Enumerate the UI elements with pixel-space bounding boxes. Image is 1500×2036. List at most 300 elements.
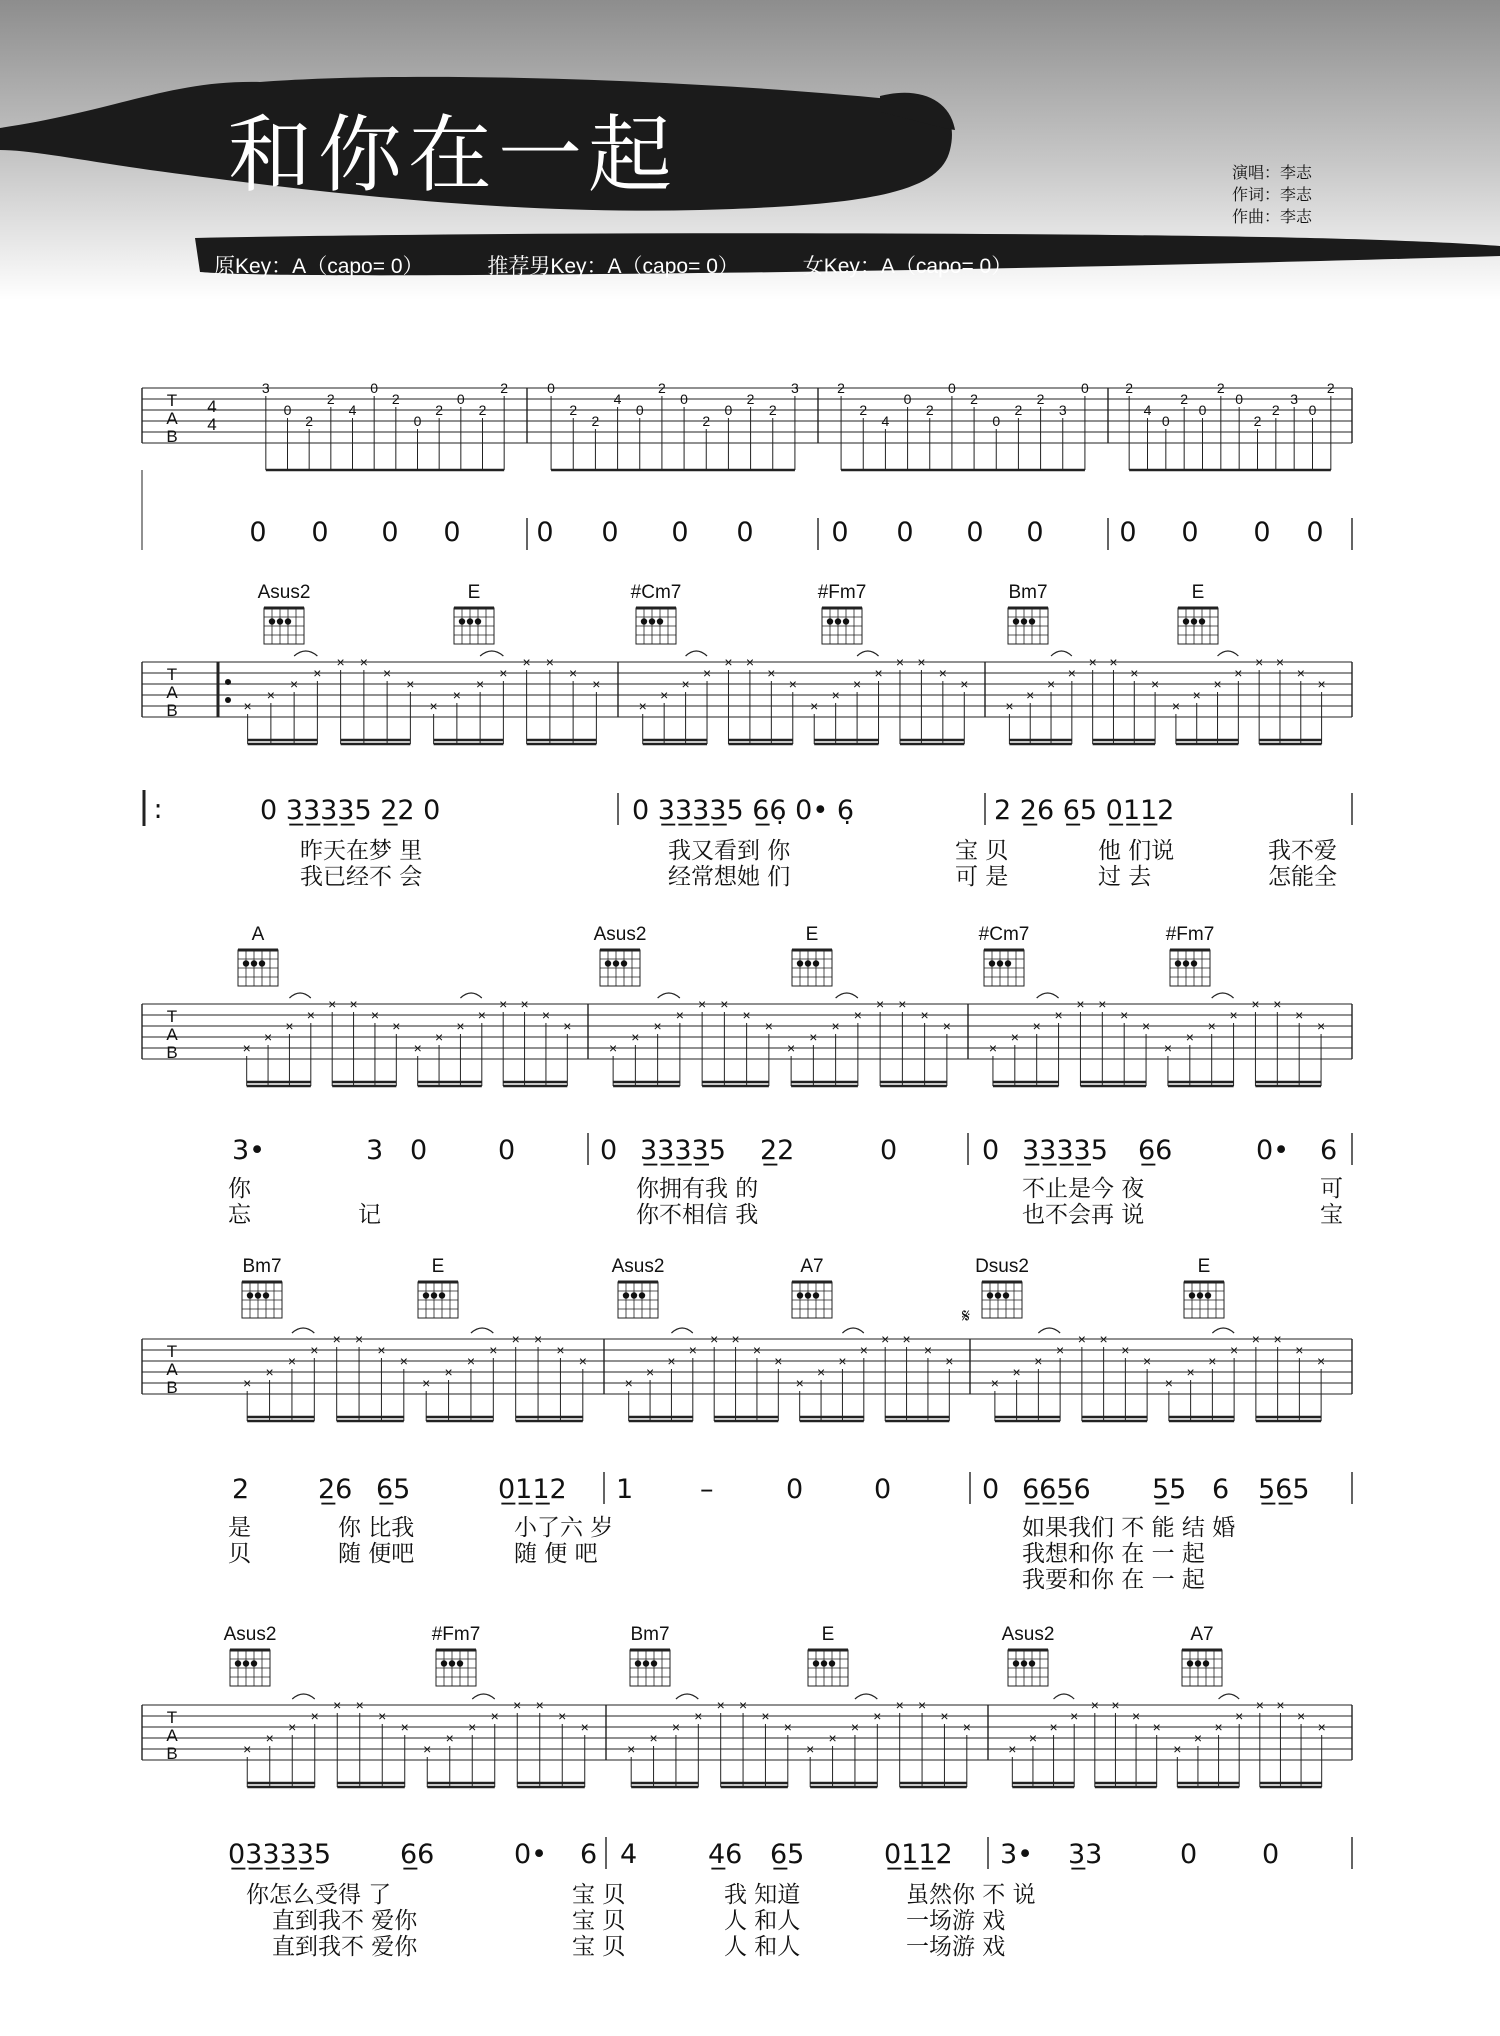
tab-note: × xyxy=(649,1730,658,1746)
tab-note: × xyxy=(990,1375,999,1391)
tab-note: × xyxy=(592,676,601,692)
lyric-line-2: 我已经不 会 xyxy=(300,864,423,890)
tab-note: × xyxy=(710,1331,719,1347)
tab-note: × xyxy=(243,1741,252,1757)
tab-fret-number: 3 xyxy=(1290,391,1299,407)
lyric-line-2: 直到我不 爱你 xyxy=(272,1908,418,1934)
tab-note: × xyxy=(1317,1353,1326,1369)
jianpu-number: 4 xyxy=(620,1839,638,1870)
chord-finger-dot xyxy=(989,960,995,966)
tab-note: × xyxy=(563,1018,572,1034)
jianpu-number: 0 xyxy=(381,517,399,548)
chord-finger-dot xyxy=(631,1292,637,1298)
chord-name: #Fm7 xyxy=(431,1624,481,1645)
chord-name: E xyxy=(467,582,481,603)
tab-note: × xyxy=(716,1697,725,1713)
jianpu-number: 0 xyxy=(736,517,754,548)
tab-fret-number: 3 xyxy=(791,380,799,396)
tab-fret-number: 0 xyxy=(635,402,644,418)
tie-arc xyxy=(1051,651,1072,656)
chord-finger-dot xyxy=(835,618,841,624)
tab-note: × xyxy=(1316,1018,1326,1034)
tab-note: × xyxy=(1255,654,1264,670)
jianpu-number: 0 xyxy=(966,517,984,548)
jianpu-numbers: 2 2̲6 6̲5 0̲1̲1̲2 xyxy=(994,795,1175,826)
tab-fret-number: 0 xyxy=(1081,380,1089,396)
tab-note: × xyxy=(511,1331,520,1347)
tab-note: × xyxy=(545,654,554,670)
tab-note: × xyxy=(810,698,819,714)
tab-note: × xyxy=(1185,1029,1194,1045)
tie-arc xyxy=(676,1694,698,1699)
tie-arc xyxy=(1212,993,1234,998)
tie-arc xyxy=(1054,1694,1075,1699)
lyric-line-2: 随 便吧 xyxy=(338,1541,415,1567)
lyric-line-2: 记 xyxy=(358,1202,381,1228)
tie-arc xyxy=(658,993,680,998)
tab-clef-b: B xyxy=(166,1378,178,1397)
chord-finger-dot xyxy=(1029,618,1035,624)
chord-finger-dot xyxy=(1029,1660,1035,1666)
lyric-line-1: 他 们说 xyxy=(1098,838,1175,864)
chord-finger-dot xyxy=(1003,1292,1009,1298)
chord-finger-dot xyxy=(643,1660,649,1666)
repeat-dot xyxy=(225,697,231,703)
chord-finger-dot xyxy=(651,1660,657,1666)
lyric-line-1: 你怎么受得 了 xyxy=(246,1882,392,1908)
tab-fret-number: 2 xyxy=(1216,380,1225,396)
jianpu-number: 6 xyxy=(580,1839,598,1870)
tab-note: × xyxy=(1070,1708,1079,1724)
tie-arc xyxy=(289,993,310,998)
jianpu-number: 0• xyxy=(514,1839,548,1870)
chord-name: Bm7 xyxy=(242,1256,282,1277)
jianpu-number: 0 xyxy=(443,517,461,548)
jianpu-number: 6 xyxy=(1320,1135,1338,1166)
tab-clef-a: A xyxy=(166,1726,178,1745)
tab-note: × xyxy=(1131,1708,1141,1724)
tab-note: × xyxy=(332,1331,341,1347)
chord-finger-dot xyxy=(813,960,819,966)
tie-arc xyxy=(460,993,481,998)
tab-note: × xyxy=(1151,676,1160,692)
tab-note: × xyxy=(1186,1364,1195,1380)
chord-name: A7 xyxy=(1190,1624,1214,1645)
chord-finger-dot xyxy=(1005,960,1011,966)
tie-arc xyxy=(294,651,317,656)
tab-note: × xyxy=(349,996,358,1012)
tab-note: × xyxy=(1171,698,1180,714)
tab-note: × xyxy=(1109,654,1118,670)
credit-singer: 演唱：李志 xyxy=(1232,163,1313,182)
tab-note: × xyxy=(1229,1007,1238,1023)
tie-arc xyxy=(1212,1328,1234,1333)
tab-fret-number: 4 xyxy=(881,413,890,429)
tab-note: × xyxy=(1077,1331,1086,1347)
tab-note: × xyxy=(1056,1342,1065,1358)
chord-finger-dot xyxy=(441,1660,447,1666)
chord-finger-dot xyxy=(243,1660,249,1666)
tab-note: × xyxy=(738,1697,748,1713)
jianpu-numbers: 0 3̲3̲3̲3̲5 6̲6̣ 0• 6̣ xyxy=(632,795,855,826)
jianpu-number: 3• xyxy=(1000,1839,1034,1870)
jianpu-numbers: 0 3̲3̲3̲3̲5 2̲2 0 xyxy=(260,795,441,826)
chord-finger-dot xyxy=(1187,1660,1193,1666)
tab-note: × xyxy=(383,665,392,681)
tab-note: × xyxy=(558,1708,567,1724)
tab-fret-number: 2 xyxy=(591,413,600,429)
chord-finger-dot xyxy=(621,960,627,966)
lyric-line-2: 贝 xyxy=(228,1541,251,1567)
tab-note: × xyxy=(489,1342,498,1358)
chord-finger-dot xyxy=(459,618,465,624)
tab-fret-number: 2 xyxy=(1326,380,1335,396)
tab-note: × xyxy=(243,1375,252,1391)
tie-arc xyxy=(1038,1328,1060,1333)
tab-fret-number: 2 xyxy=(500,380,509,396)
tab-fret-number: 2 xyxy=(326,391,335,407)
original-key: 原Key：A（capo= 0） xyxy=(214,255,424,278)
tab-clef-b: B xyxy=(166,701,178,720)
tab-note: × xyxy=(310,1342,319,1358)
chord-finger-dot xyxy=(639,1292,645,1298)
tab-note: × xyxy=(1067,665,1076,681)
tab-note: × xyxy=(578,1353,587,1369)
tab-note: × xyxy=(399,1353,408,1369)
tab-note: × xyxy=(569,665,578,681)
tab-note: × xyxy=(378,1708,387,1724)
tab-note: × xyxy=(853,1007,862,1023)
tab-note: × xyxy=(698,996,707,1012)
lyric-line-3: 人 和人 xyxy=(724,1934,801,1960)
tab-note: × xyxy=(1295,1342,1304,1358)
tab-fret-number: 2 xyxy=(970,391,978,407)
tab-note: × xyxy=(1076,996,1085,1012)
tab-note: × xyxy=(266,687,275,703)
lyric-line-1: 可 xyxy=(1320,1176,1343,1202)
tab-clef-a: A xyxy=(166,683,178,702)
tie-arc xyxy=(836,993,858,998)
chord-name: #Cm7 xyxy=(978,924,1030,945)
tab-note: × xyxy=(1295,1007,1304,1023)
jianpu-number: 2̲2 xyxy=(760,1135,795,1166)
tab-note: × xyxy=(313,665,322,681)
tab-note: × xyxy=(920,1007,929,1023)
tab-note: × xyxy=(960,676,969,692)
jianpu-number: 0• xyxy=(1256,1135,1290,1166)
chord-name: E xyxy=(805,924,819,945)
tab-fret-number: 2 xyxy=(1036,391,1045,407)
tab-note: × xyxy=(1213,676,1222,692)
tab-note: × xyxy=(1034,1353,1043,1369)
chord-finger-dot xyxy=(649,618,655,624)
tab-note: × xyxy=(938,665,947,681)
tab-note: × xyxy=(945,1353,954,1369)
lyric-line-3: 宝 贝 xyxy=(572,1934,626,1960)
tab-note: × xyxy=(702,665,712,681)
jianpu-number: 0 xyxy=(880,1135,898,1166)
tab-fret-number: 0 xyxy=(456,391,465,407)
tab-note: × xyxy=(752,1342,762,1358)
tab-note: × xyxy=(1255,1697,1264,1713)
tab-note: × xyxy=(1098,996,1107,1012)
chord-finger-dot xyxy=(247,1292,253,1298)
chord-finger-dot xyxy=(423,1292,429,1298)
tie-arc xyxy=(1219,1694,1240,1699)
jianpu-repeat-dots: : xyxy=(153,794,163,825)
tab-note: × xyxy=(816,1364,826,1380)
tab-fret-number: 0 xyxy=(903,391,912,407)
tab-fret-number: 2 xyxy=(746,391,755,407)
tie-arc xyxy=(1218,651,1239,656)
jianpu-number: 6̲5 xyxy=(770,1839,805,1870)
chord-finger-dot xyxy=(829,1660,835,1666)
tab-note: × xyxy=(795,1375,804,1391)
lyric-line-2: 过 去 xyxy=(1098,864,1152,890)
tab-note: × xyxy=(288,1719,297,1735)
tie-arc xyxy=(842,1328,863,1333)
tab-note: × xyxy=(764,1018,773,1034)
tab-note: × xyxy=(859,1342,868,1358)
jianpu-number: 2 xyxy=(232,1474,250,1505)
tab-note: × xyxy=(499,665,508,681)
chord-name: Asus2 xyxy=(1001,1624,1055,1645)
tab-fret-number: 2 xyxy=(569,402,578,418)
chord-finger-dot xyxy=(457,1660,463,1666)
tab-fret-number: 2 xyxy=(435,402,444,418)
tab-fret-number: 2 xyxy=(702,413,711,429)
tab-note: × xyxy=(1152,1719,1161,1735)
lyric-line-2: 经常想她 们 xyxy=(668,864,791,890)
tie-arc xyxy=(686,651,707,656)
tab-note: × xyxy=(850,1719,860,1735)
chord-finger-dot xyxy=(805,960,811,966)
tab-note: × xyxy=(895,654,905,670)
tab-note: × xyxy=(513,1697,522,1713)
chord-name: Dsus2 xyxy=(975,1256,1029,1277)
chord-finger-dot xyxy=(1205,1292,1211,1298)
chord-finger-dot xyxy=(1191,618,1197,624)
tab-note: × xyxy=(263,1029,273,1045)
tab-note: × xyxy=(1141,1018,1151,1034)
tab-note: × xyxy=(1143,1353,1152,1369)
tab-note: × xyxy=(336,654,345,670)
tab-note: × xyxy=(681,676,690,692)
chord-finger-dot xyxy=(439,1292,445,1298)
tab-note: × xyxy=(423,1741,432,1757)
jianpu-number: 0̲1̲1̲2 xyxy=(498,1474,567,1505)
tab-note: × xyxy=(556,1342,565,1358)
tab-note: × xyxy=(580,1719,589,1735)
tab-note: × xyxy=(1230,1342,1239,1358)
tab-note: × xyxy=(1054,1007,1063,1023)
tab-note: × xyxy=(1173,1741,1182,1757)
segno-mark: 𝄋 xyxy=(961,1306,971,1327)
tab-fret-number: 2 xyxy=(1271,402,1280,418)
tab-fret-number: 0 xyxy=(547,380,555,396)
lyric-line-3: 一场游 戏 xyxy=(906,1934,1006,1960)
chord-finger-dot xyxy=(1189,1292,1195,1298)
tab-note: × xyxy=(1273,996,1282,1012)
lyric-line-2: 忘 xyxy=(228,1202,251,1228)
tab-note: × xyxy=(306,1007,315,1023)
tab-clef-a: A xyxy=(166,1360,178,1379)
tab-fret-number: 3 xyxy=(261,380,270,396)
tab-note: × xyxy=(406,676,415,692)
tab-note: × xyxy=(1010,1029,1019,1045)
tab-note: × xyxy=(290,676,299,692)
tie-arc xyxy=(471,1328,493,1333)
time-sig: 4 xyxy=(207,397,217,416)
tab-note: × xyxy=(873,1708,882,1724)
tab-fret-number: 3 xyxy=(1058,402,1067,418)
chord-finger-dot xyxy=(431,1292,437,1298)
tab-note: × xyxy=(1275,654,1285,670)
jianpu-number: 0 xyxy=(982,1135,1000,1166)
jianpu-number: 6̲6 xyxy=(400,1839,435,1870)
chord-finger-dot xyxy=(449,1660,455,1666)
tab-fret-number: 0 xyxy=(1161,413,1170,429)
tab-note: × xyxy=(783,1719,792,1735)
chord-name: Asus2 xyxy=(593,924,647,945)
lyric-line-2: 怎能全 xyxy=(1268,864,1337,890)
tab-fret-number: 2 xyxy=(1180,391,1189,407)
tab-note: × xyxy=(895,1697,904,1713)
chord-finger-dot xyxy=(269,618,275,624)
tab-note: × xyxy=(831,1018,840,1034)
lyric-line-1: 宝 贝 xyxy=(955,838,1009,864)
tab-note: × xyxy=(645,1364,655,1380)
tie-arc xyxy=(472,1694,495,1699)
tab-note: × xyxy=(377,1342,386,1358)
tab-note: × xyxy=(742,1007,751,1023)
lyric-line-2: 你不相信 我 xyxy=(636,1202,759,1228)
tab-note: × xyxy=(831,687,840,703)
tab-clef-t: T xyxy=(166,665,178,684)
male-key: 推荐男Key：A（capo= 0） xyxy=(487,255,739,278)
chord-finger-dot xyxy=(467,618,473,624)
tab-note: × xyxy=(468,1719,477,1735)
tab-clef-t: T xyxy=(166,391,178,410)
tie-arc xyxy=(292,1694,315,1699)
tab-note: × xyxy=(265,1364,274,1380)
jianpu-number: 3̲3̲3̲3̲5 xyxy=(640,1135,726,1166)
lyric-line-1: 不止是今 夜 xyxy=(1022,1176,1145,1202)
chord-finger-dot xyxy=(623,1292,629,1298)
tab-note: × xyxy=(1008,1741,1017,1757)
lyric-line-1: 如果我们 不 能 结 婚 xyxy=(1022,1515,1236,1541)
tab-note: × xyxy=(917,1697,927,1713)
tab-note: × xyxy=(285,1018,294,1034)
tab-note: × xyxy=(1028,1730,1038,1746)
lyric-line-1: 昨天在梦 里 xyxy=(300,838,423,864)
chord-finger-dot xyxy=(813,1292,819,1298)
jianpu-number: 0 xyxy=(982,1474,1000,1505)
tab-note: × xyxy=(533,1331,543,1347)
tie-arc xyxy=(671,1328,692,1333)
tab-note: × xyxy=(1049,1719,1058,1735)
tab-fret-number: 2 xyxy=(768,402,777,418)
tab-note: × xyxy=(1120,1007,1129,1023)
jianpu-number: 0 xyxy=(600,1135,618,1166)
chord-finger-dot xyxy=(613,960,619,966)
chord-finger-dot xyxy=(1183,960,1189,966)
tab-note: × xyxy=(1214,1719,1223,1735)
chord-finger-dot xyxy=(797,960,803,966)
jianpu-number: 3• xyxy=(232,1135,266,1166)
lyric-line-2: 也不会再 说 xyxy=(1022,1202,1145,1228)
tab-note: × xyxy=(452,687,461,703)
chord-name: A7 xyxy=(800,1256,824,1277)
tab-note: × xyxy=(838,1353,847,1369)
tab-note: × xyxy=(392,1018,401,1034)
tab-note: × xyxy=(761,1708,770,1724)
lyric-line-1: 我不爱 xyxy=(1268,838,1337,864)
jianpu-number: 6 xyxy=(1212,1474,1230,1505)
tab-note: × xyxy=(923,1342,933,1358)
credit-lyricist: 作词：李志 xyxy=(1232,185,1313,204)
lyric-line-1: 我又看到 你 xyxy=(668,838,791,864)
tab-fret-number: 2 xyxy=(837,380,845,396)
chord-finger-dot xyxy=(1203,1660,1209,1666)
tab-fret-number: 4 xyxy=(613,391,622,407)
chord-finger-dot xyxy=(277,618,283,624)
repeat-dot xyxy=(225,679,231,685)
tab-fret-number: 2 xyxy=(305,413,314,429)
jianpu-number: 2̲6 xyxy=(318,1474,353,1505)
tab-note: × xyxy=(767,665,776,681)
tab-note: × xyxy=(828,1730,837,1746)
tab-note: × xyxy=(1163,1040,1173,1056)
tab-note: × xyxy=(671,1719,681,1735)
chord-finger-dot xyxy=(475,618,481,624)
credit-composer: 作曲：李志 xyxy=(1232,207,1313,226)
tab-fret-number: 0 xyxy=(680,391,688,407)
tab-note: × xyxy=(902,1331,911,1347)
tab-note: × xyxy=(1276,1697,1285,1713)
tab-clef-b: B xyxy=(166,1043,178,1062)
tab-note: × xyxy=(1208,1353,1217,1369)
jianpu-number: 6̲6̲5̲6 xyxy=(1022,1474,1091,1505)
lyric-line-2: 宝 贝 xyxy=(572,1908,626,1934)
tab-note: × xyxy=(898,996,907,1012)
tab-clef-a: A xyxy=(166,409,178,428)
tab-note: × xyxy=(1111,1697,1120,1713)
chord-finger-dot xyxy=(1013,618,1019,624)
tab-note: × xyxy=(1099,1331,1108,1347)
tab-note: × xyxy=(881,1331,890,1347)
tab-note: × xyxy=(1317,676,1326,692)
tab-note: × xyxy=(1164,1375,1173,1391)
tab-note: × xyxy=(638,698,647,714)
tab-note: × xyxy=(243,698,252,714)
tab-note: × xyxy=(988,1040,998,1056)
tab-note: × xyxy=(1235,1708,1244,1724)
chord-finger-dot xyxy=(641,618,647,624)
jianpu-number: 0 xyxy=(601,517,619,548)
chord-finger-dot xyxy=(255,1292,261,1298)
jianpu-number: 1 xyxy=(616,1474,634,1505)
jianpu-number: 0̲3̲3̲3̲3̲5 xyxy=(228,1839,332,1870)
tab-fret-number: 0 xyxy=(283,402,292,418)
jianpu-number: 0 xyxy=(311,517,329,548)
chord-finger-dot xyxy=(657,618,663,624)
tab-note: × xyxy=(520,996,529,1012)
jianpu-number: 0 xyxy=(1306,517,1324,548)
lyric-line-2: 宝 xyxy=(1320,1202,1343,1228)
chord-name: Bm7 xyxy=(1008,582,1048,603)
jianpu-number: 4̲6 xyxy=(708,1839,743,1870)
